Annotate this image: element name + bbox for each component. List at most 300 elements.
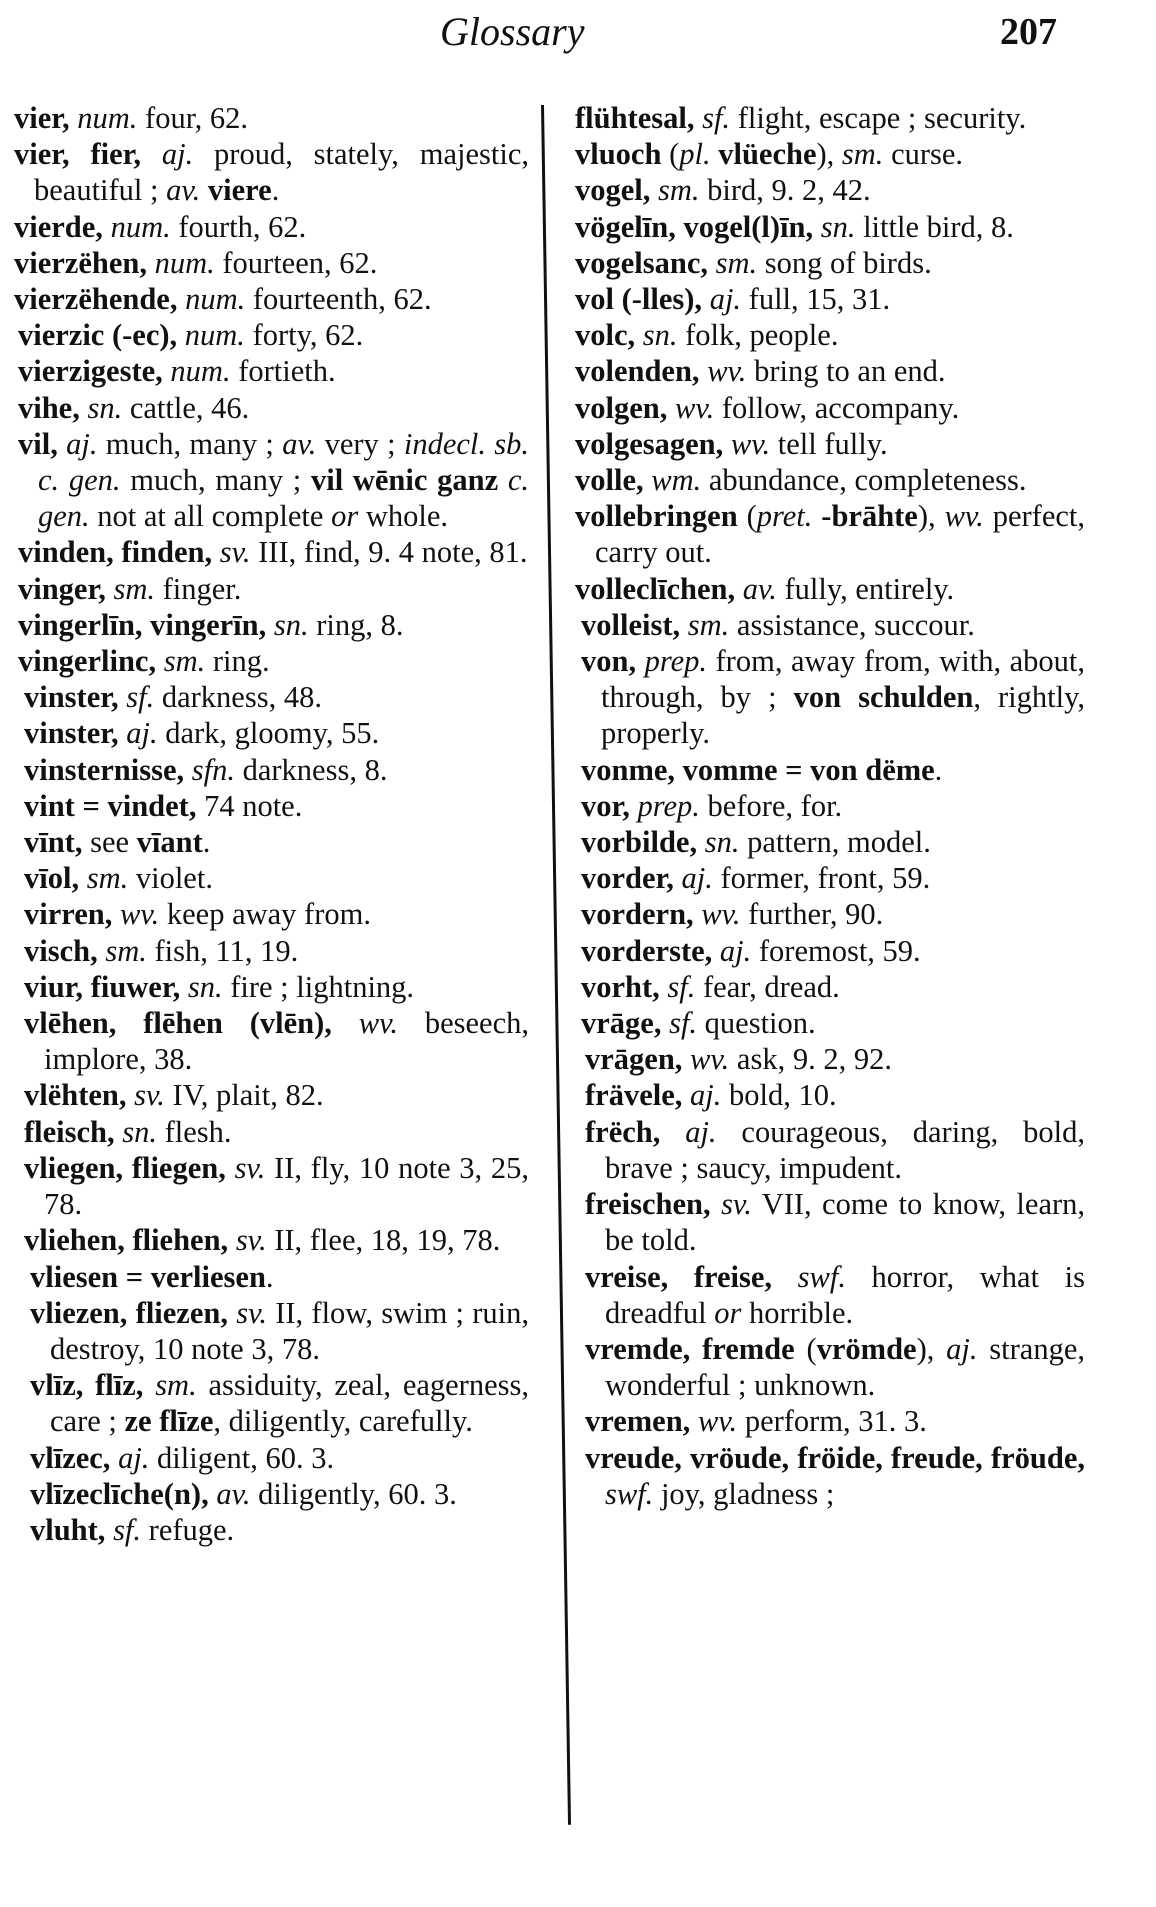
headword: vogel(l)īn, (683, 209, 814, 244)
grammar-label: aj. (690, 1078, 722, 1113)
definition-text: II, flee, 18, 19, 78. (266, 1223, 501, 1258)
glossary-entry (581, 1005, 1085, 1041)
definition-text: whole. (358, 499, 448, 534)
grammar-label: pret. (756, 499, 813, 534)
definition-text (723, 427, 731, 461)
definition-text: much, many ; (97, 426, 283, 461)
headword: finden, (121, 535, 213, 570)
definition-text: fourth, 62. (170, 209, 307, 244)
headword: vlīzeclīche(n), (30, 1476, 209, 1511)
glossary-entry (24, 1077, 529, 1113)
definition-text (668, 1260, 694, 1294)
glossary-entry (575, 100, 1085, 136)
definition-text: darkness, 8. (234, 752, 388, 787)
definition-text: very ; (316, 426, 404, 461)
headword: vierde, (14, 209, 103, 244)
headword: fremde (702, 1331, 795, 1366)
grammar-label: sv. (721, 1187, 752, 1222)
grammar-label: wv. (730, 426, 771, 461)
definition-text (228, 1223, 236, 1257)
headword: vliegen, (24, 1150, 124, 1185)
grammar-label: sn. (273, 607, 309, 642)
definition-text: former, front, 59. (712, 861, 931, 896)
grammar-label: sfn. (191, 752, 235, 787)
headword: vorderste, (581, 933, 713, 968)
grammar-label: sn. (642, 318, 678, 353)
definition-text (735, 572, 743, 606)
headword: vint = vindet, (24, 788, 197, 823)
definition-text: . (934, 752, 943, 787)
definition-text: foremost, 59. (751, 933, 921, 968)
headword: fliehen, (132, 1223, 229, 1258)
grammar-label: aj. (126, 716, 158, 751)
definition-text (70, 137, 91, 171)
definition-text: bring to an end. (746, 354, 946, 389)
headword: ze flīze (124, 1404, 214, 1439)
definition-text (712, 934, 720, 968)
definition-text (143, 1368, 155, 1402)
glossary-entry (575, 245, 1085, 281)
glossary-entry (24, 752, 529, 788)
definition-text (127, 1078, 135, 1112)
definition-text: four, 62. (137, 101, 248, 135)
definition-text (694, 101, 702, 135)
grammar-label: num. (184, 318, 245, 353)
headword: vordern, (581, 897, 694, 932)
definition-text: diligent, 60. 3. (149, 1440, 335, 1475)
definition-text: refuge. (141, 1512, 235, 1547)
headword: von schulden (793, 680, 974, 715)
definition-text: bird, 9. 2, 42. (699, 173, 871, 208)
headword: freischen, (585, 1187, 711, 1222)
definition-text: horror, what is dreadful (605, 1259, 1085, 1330)
definition-text: much, many ; (120, 463, 311, 498)
grammar-label: sf. (667, 969, 696, 1004)
glossary-entry (30, 1295, 529, 1367)
headword: vorht, (581, 969, 660, 1004)
headword: vrāgen, (585, 1042, 683, 1077)
headword: viere (207, 173, 272, 208)
definition-text: full, 15, 31. (741, 282, 891, 317)
definition-text (682, 1078, 690, 1112)
glossary-entry (30, 1512, 529, 1548)
grammar-label: sm. (113, 571, 155, 606)
headword: vīol, (24, 861, 80, 896)
grammar-label: sv. (134, 1078, 165, 1113)
headword: -brāhte (821, 499, 918, 534)
headword: volle, (575, 463, 644, 498)
grammar-label: wv. (701, 897, 741, 932)
headword: vol (-lles), (575, 282, 703, 317)
glossary-entry (18, 571, 529, 607)
headword: visch, (24, 933, 98, 968)
grammar-label: or (714, 1295, 742, 1330)
definition-text (680, 608, 688, 642)
grammar-label: sn. (122, 1114, 158, 1149)
definition-text: ), (917, 499, 945, 534)
grammar-label: av. (166, 173, 201, 208)
definition-text: strange, wonderful ; unknown. (605, 1331, 1085, 1403)
glossary-entry (24, 933, 529, 969)
definition-text: keep away from. (159, 897, 371, 932)
glossary-entry (585, 1440, 1085, 1512)
headword: vlüeche (718, 137, 817, 172)
definition-text: fortieth. (230, 354, 336, 389)
definition-text: ring. (205, 644, 270, 679)
headword: vremen, (585, 1404, 691, 1439)
page-number: 207 (1000, 11, 1057, 53)
definition-text: fourteenth, 62. (245, 282, 432, 317)
headword: vrömde (816, 1331, 917, 1366)
glossary-entry (18, 534, 529, 570)
glossary-entry (14, 100, 529, 136)
definition-text (332, 1006, 359, 1040)
definition-text (674, 861, 682, 895)
definition-text (813, 210, 821, 244)
grammar-label: av. (742, 571, 777, 606)
grammar-label: sm. (658, 173, 700, 208)
definition-text: curse. (883, 137, 964, 172)
grammar-label: wv. (674, 390, 715, 425)
headword: volgen, (575, 390, 668, 425)
definition-text (105, 1513, 113, 1547)
definition-text: violet. (128, 861, 213, 896)
glossary-entry (585, 1077, 1085, 1113)
headword: vingerlīn, vingerīn, (18, 607, 267, 642)
grammar-label: sf. (126, 680, 155, 715)
definition-text (228, 1296, 236, 1330)
glossary-entry (575, 317, 1085, 353)
headword: virren, (24, 897, 113, 932)
glossary-entry (575, 390, 1085, 426)
definition-text: fish, 11, 19. (146, 933, 299, 968)
grammar-label: sn. (820, 209, 856, 244)
definition-text: forty, 62. (244, 318, 364, 353)
headword: vingerlinc, (18, 644, 157, 679)
headword: fier, (90, 137, 141, 172)
glossary-entry (14, 209, 529, 245)
glossary-entry (24, 1005, 529, 1077)
grammar-label: av. (282, 426, 317, 461)
glossary-entry (585, 1331, 1085, 1403)
headword: vorbilde, (581, 825, 698, 860)
definition-text: courageous, daring, bold, brave ; saucy, impudent. (605, 1114, 1085, 1185)
running-head: Glossary (440, 9, 585, 54)
definition-text: perform, 31. 3. (737, 1404, 927, 1439)
headword: vinster, (24, 716, 119, 751)
definition-text: before, for. (699, 788, 843, 823)
definition-text (635, 318, 643, 352)
definition-text: fear, dread. (695, 969, 840, 1004)
definition-text (636, 644, 645, 678)
definition-text (156, 644, 164, 678)
grammar-label: aj. (709, 282, 742, 317)
headword: vlīzec, (30, 1440, 111, 1475)
headword: fliezen, (135, 1295, 228, 1330)
glossary-entry (30, 1259, 529, 1295)
headword: viur, (24, 969, 84, 1004)
definition-text: not at all complete (89, 499, 332, 534)
definition-text (103, 210, 111, 244)
grammar-label: sf. (669, 1006, 698, 1041)
glossary-entry (575, 281, 1085, 317)
headword: vreude, vröude, fröide, freude, fröude, (585, 1440, 1085, 1475)
definition-text: assistance, succour. (729, 607, 975, 642)
headword: vlīz, (30, 1368, 84, 1403)
glossary-entry (575, 498, 1085, 570)
grammar-label: sf. (702, 101, 731, 135)
grammar-label: sm. (715, 245, 758, 280)
grammar-label: aj. (66, 426, 98, 461)
headword: volleist, (581, 607, 681, 642)
definition-text (123, 1151, 132, 1185)
glossary-entry (585, 1186, 1085, 1258)
glossary-entry (24, 860, 529, 896)
definition-text (661, 1006, 669, 1040)
glossary-entry (581, 933, 1085, 969)
grammar-label: sv. (235, 1223, 267, 1258)
definition-text: dark, gloomy, 55. (157, 716, 380, 751)
grammar-label: aj. (685, 1114, 717, 1149)
definition-text (58, 427, 66, 461)
glossary-entry (581, 969, 1085, 1005)
definition-text: , rightly, properly. (601, 680, 1085, 751)
glossary-entry (581, 824, 1085, 860)
definition-text: cattle, 46. (122, 390, 250, 425)
grammar-label: num. (170, 354, 231, 389)
glossary-entry (18, 390, 529, 426)
grammar-label: swf. (797, 1259, 846, 1294)
definition-text: fully, entirely. (776, 571, 955, 606)
definition-text (212, 535, 220, 569)
grammar-label: av. (216, 1476, 251, 1511)
definition-text (690, 1332, 702, 1366)
glossary-entry (24, 1222, 529, 1258)
grammar-label: sm. (687, 607, 730, 642)
headword: vliesen = verliesen (30, 1259, 266, 1294)
glossary-entry (18, 426, 529, 535)
headword: vihe, (18, 390, 80, 425)
headword: vil, (18, 426, 58, 461)
glossary-entry (24, 1114, 529, 1150)
headword: vierzic (-ec), (18, 318, 178, 353)
grammar-label: prep. (644, 644, 708, 679)
grammar-label: wm. (651, 463, 702, 498)
headword: vierzëhende, (14, 282, 178, 317)
grammar-label: or (331, 499, 359, 534)
glossary-entry (581, 860, 1085, 896)
grammar-label: aj. (946, 1331, 978, 1366)
headword: frävele, (585, 1078, 683, 1113)
glossary-entry (24, 1150, 529, 1222)
headword: volc, (575, 318, 636, 353)
grammar-label: aj. (681, 861, 713, 896)
definition-text: ( (661, 137, 680, 172)
definition-text (697, 825, 705, 859)
glossary-entry (585, 1114, 1085, 1186)
headword: freise, (693, 1259, 773, 1294)
definition-text: ), (816, 137, 842, 172)
headword: vinden, (18, 535, 114, 570)
definition-text (112, 897, 120, 931)
headword: vreise, (585, 1259, 669, 1294)
glossary-entry (30, 1440, 529, 1476)
headword: vierzigeste, (18, 354, 163, 389)
headword: vor, (581, 788, 630, 823)
definition-text (83, 970, 91, 1004)
definition-text: finger. (155, 571, 242, 606)
grammar-label: num. (154, 245, 215, 280)
definition-text: beseech, implore, 38. (44, 1006, 529, 1077)
definition-text (667, 391, 675, 425)
headword: volenden, (575, 354, 700, 389)
definition-text (660, 1115, 685, 1149)
definition-text (226, 1151, 235, 1185)
definition-text: question. (697, 1006, 816, 1041)
grammar-label: wv. (690, 1042, 730, 1077)
glossary-entry (18, 643, 529, 679)
grammar-label: wv. (707, 354, 747, 389)
definition-text (141, 137, 162, 171)
grammar-label: wv. (120, 897, 160, 932)
definition-text (177, 318, 185, 352)
definition-text: darkness, 48. (154, 680, 322, 715)
glossary-entry (575, 353, 1085, 389)
grammar-label: prep. (637, 788, 700, 823)
glossary-entry (18, 317, 529, 353)
headword: vīant (136, 825, 203, 860)
glossary-entry (585, 1403, 1085, 1439)
definition-text: follow, accompany. (714, 390, 960, 425)
grammar-label: wv. (944, 499, 984, 534)
headword: vliezen, (30, 1295, 128, 1330)
definition-text: . (202, 825, 211, 860)
glossary-entry (24, 788, 529, 824)
definition-text: from, away from, with, about, through, by ; (601, 644, 1085, 715)
definition-text (711, 1187, 721, 1221)
grammar-label: sm. (155, 1368, 197, 1403)
headword: vluht, (30, 1512, 106, 1547)
definition-text: II, fly, 10 note 3, 25, 78. (44, 1150, 530, 1222)
glossary-entry (581, 788, 1085, 824)
definition-text (702, 282, 710, 316)
glossary-entry (581, 752, 1085, 788)
headword: vrāge, (581, 1006, 662, 1041)
headword: fliegen, (131, 1150, 226, 1185)
definition-text: ( (794, 1331, 817, 1366)
grammar-label: num. (110, 209, 171, 244)
definition-text: bold, 10. (721, 1078, 837, 1113)
definition-text: flight, escape ; security. (730, 101, 1027, 135)
glossary-entry (18, 353, 529, 389)
glossary-entry (24, 679, 529, 715)
definition-text: horrible. (741, 1295, 854, 1330)
definition-text (690, 1404, 698, 1438)
definition-text: . (265, 1259, 274, 1294)
definition-text: diligently, 60. 3. (250, 1476, 457, 1511)
headword: vinster, (24, 680, 119, 715)
glossary-entry (581, 607, 1085, 643)
headword: vier, (14, 137, 70, 172)
definition-text: ), (916, 1331, 947, 1366)
headword: vliehen, (24, 1223, 125, 1258)
glossary-entry (24, 969, 529, 1005)
grammar-label: sn. (704, 825, 740, 860)
definition-text (708, 246, 716, 280)
headword: vogel, (575, 173, 651, 208)
column-divider (541, 105, 571, 1825)
headword: fiuwer, (90, 969, 181, 1004)
grammar-label: sn. (187, 969, 223, 1004)
definition-text (110, 1441, 118, 1475)
definition-text (177, 282, 185, 316)
grammar-label: aj. (719, 933, 752, 968)
definition-text (147, 246, 155, 280)
definition-text: assiduity, zeal, eagerness, care ; (50, 1368, 529, 1439)
definition-text: ( (737, 499, 757, 534)
definition-text: II, flow, swim ; ruin, destroy, 10 note 3, 78. (50, 1295, 530, 1366)
definition-text (682, 1042, 690, 1076)
right-column (575, 100, 1085, 1512)
definition-text (83, 1368, 95, 1402)
glossary-entry (30, 1367, 529, 1439)
definition-text: IV, plait, 82. (164, 1078, 324, 1113)
definition-text: joy, gladness ; (653, 1476, 835, 1511)
definition-text (772, 1260, 798, 1294)
grammar-label: num. (185, 282, 246, 317)
headword: vollebringen (575, 499, 738, 534)
glossary-entry (575, 172, 1085, 208)
definition-text: ask, 9. 2, 92. (729, 1042, 892, 1077)
definition-text: , diligently, carefully. (213, 1404, 473, 1439)
definition-text: perfect, carry out. (595, 499, 1085, 570)
glossary-entry (575, 571, 1085, 607)
glossary-entry (575, 209, 1085, 245)
definition-text (812, 499, 821, 533)
definition-text: further, 90. (740, 897, 884, 932)
definition-text: proud, stately, majestic, beautiful ; (34, 137, 530, 208)
headword: vier, (14, 101, 70, 135)
headword: von, (581, 644, 637, 679)
glossary-entry (581, 643, 1085, 752)
definition-text: fourteen, 62. (214, 245, 378, 280)
definition-text: abundance, completeness. (701, 463, 1027, 498)
definition-text: song of birds. (757, 245, 932, 280)
definition-text (498, 463, 508, 497)
left-column (14, 100, 529, 1548)
glossary-entry (575, 426, 1085, 462)
glossary-entry (575, 462, 1085, 498)
glossary-entry (24, 715, 529, 751)
grammar-label: num. (77, 101, 138, 135)
definition-text (127, 1296, 135, 1330)
headword: flühtesal, (575, 101, 695, 135)
definition-text (180, 970, 188, 1004)
headword: vremde, (585, 1331, 691, 1366)
headword: vogelsanc, (575, 245, 709, 280)
grammar-label: c. gen. (38, 463, 529, 534)
grammar-label: wv. (697, 1404, 738, 1439)
definition-text (650, 173, 658, 207)
grammar-label: sn. (87, 390, 123, 425)
glossary-entry (18, 607, 529, 643)
headword: volgesagen, (575, 426, 724, 461)
definition-text: folk, people. (677, 318, 839, 353)
grammar-label: swf. (605, 1476, 654, 1511)
definition-text: pattern, model. (739, 825, 931, 860)
definition-text: ring, 8. (308, 607, 404, 642)
glossary-entry (575, 136, 1085, 172)
